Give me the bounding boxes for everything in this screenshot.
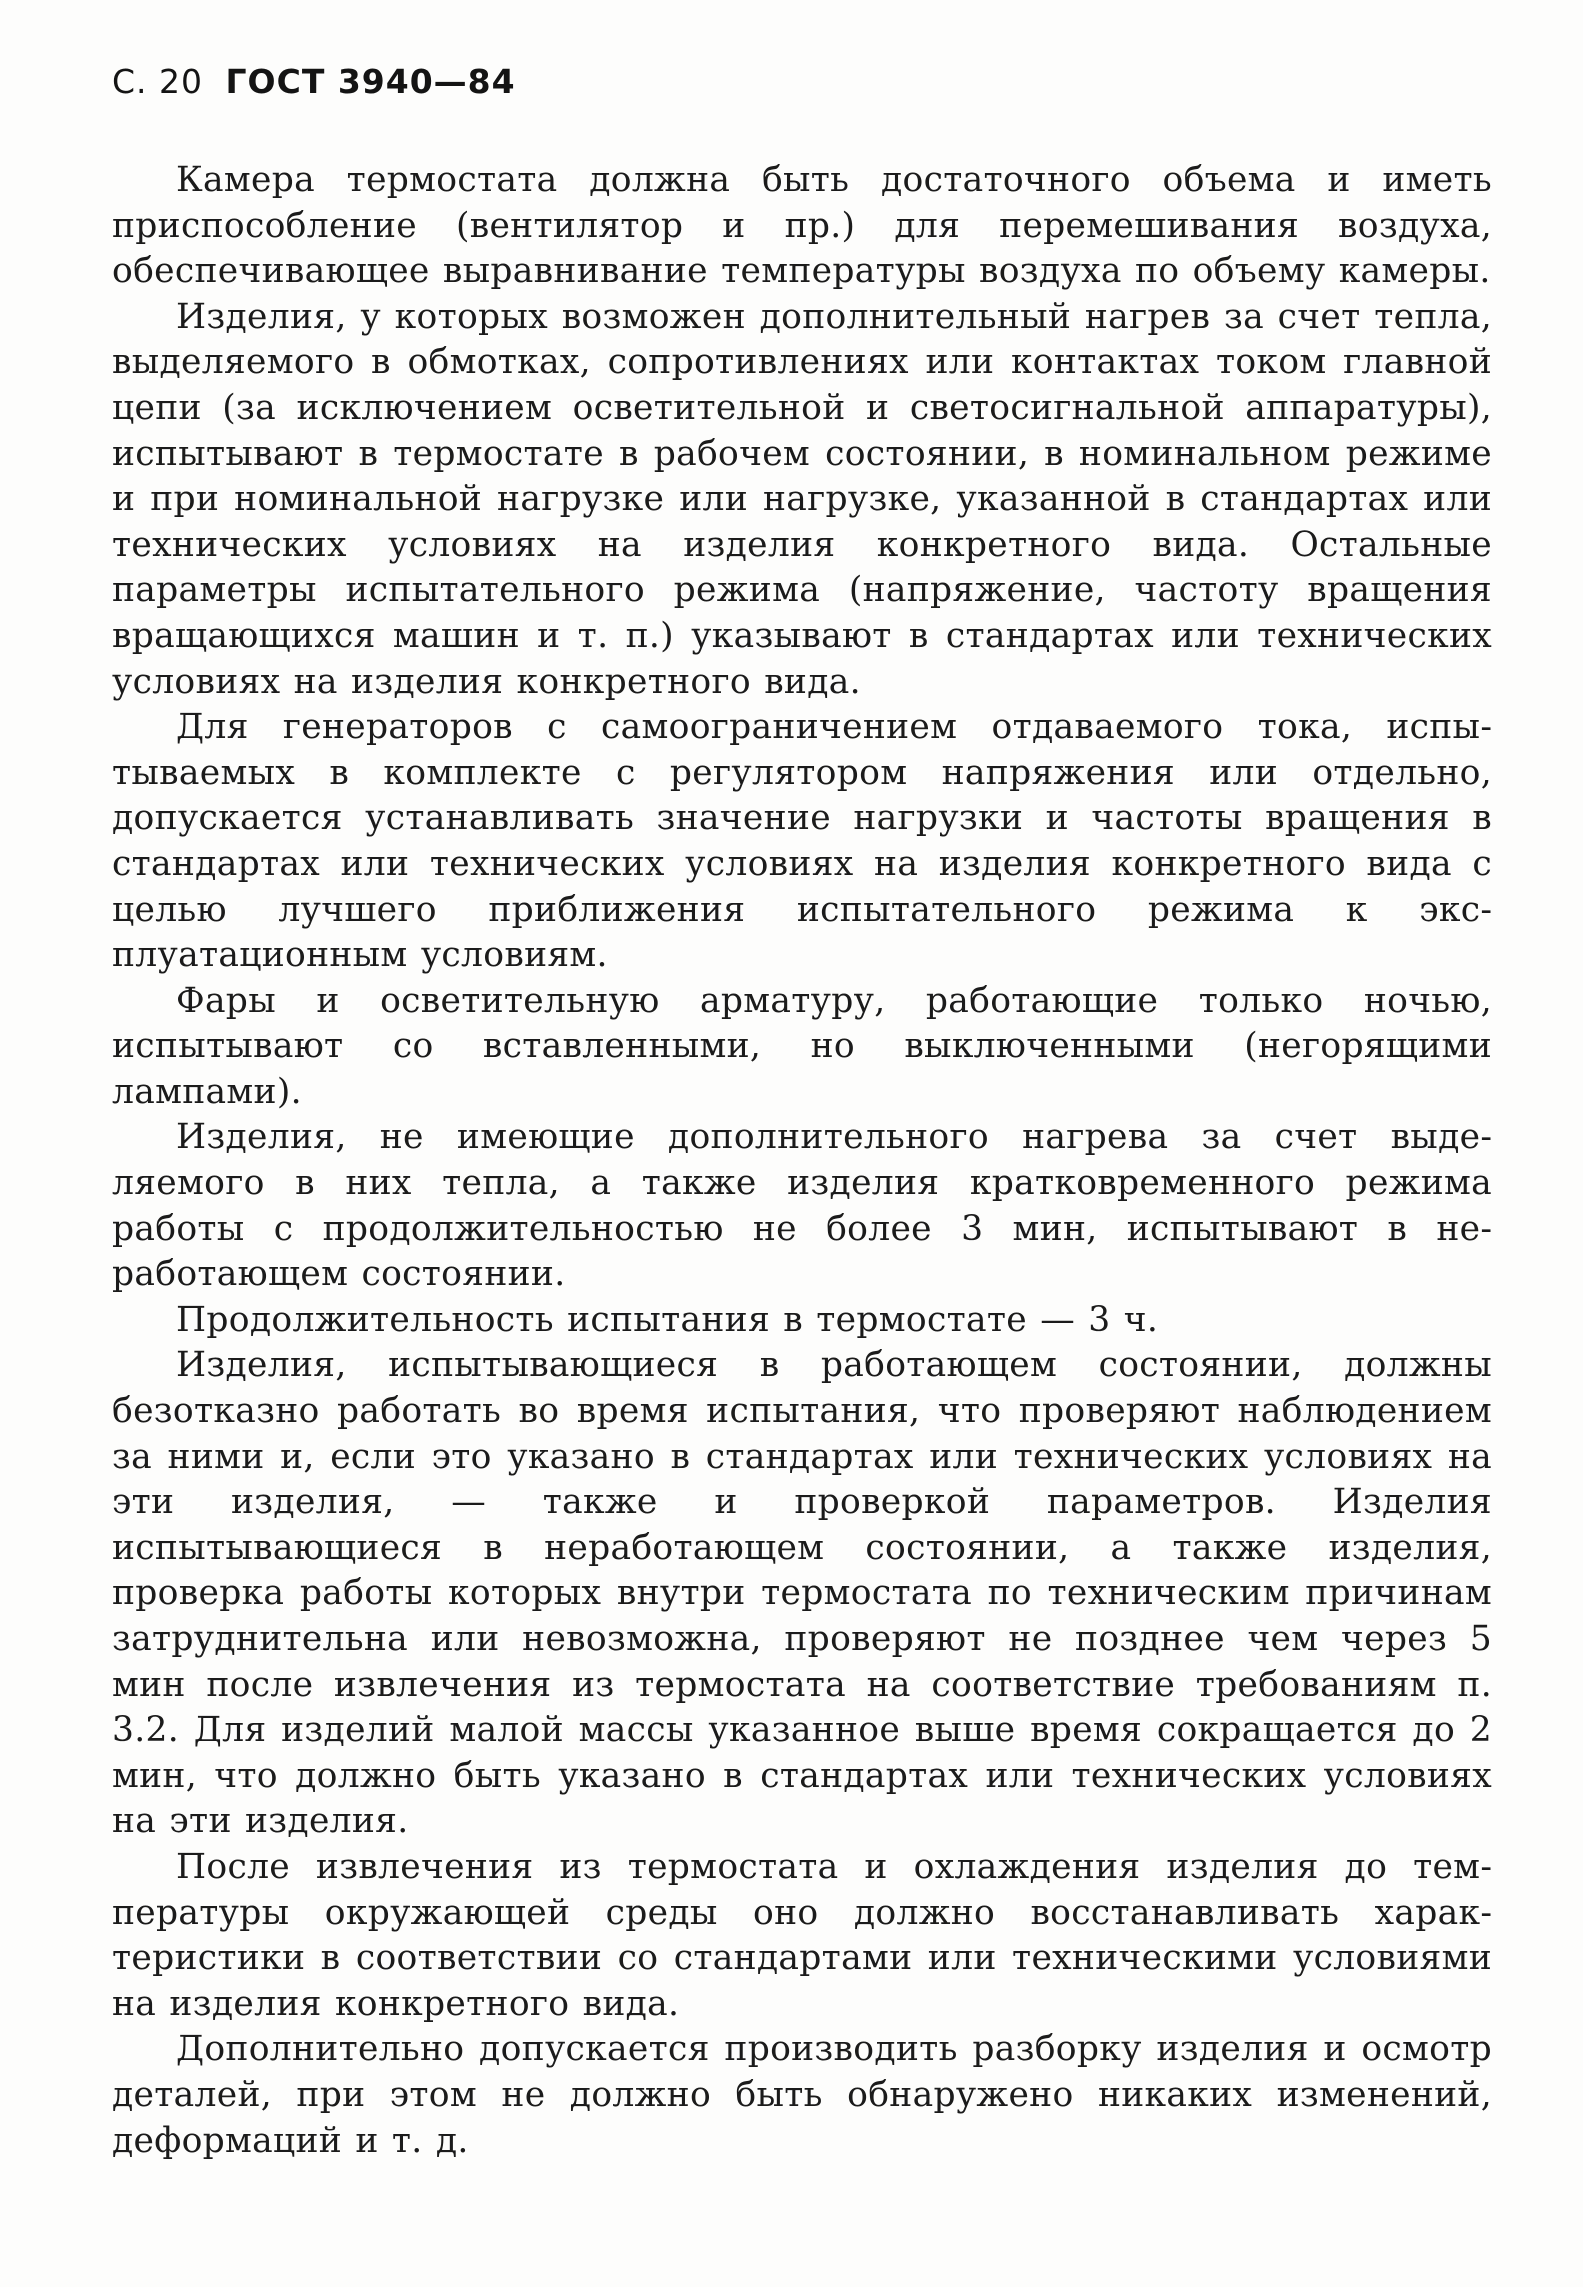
paragraph-thermostat-chamber: Камера термостата должна быть достаточного объема и иметь приспособление (вентилятор и пр.) для перемешивания воздуха, обеспечивающее выравнивание температуры воздуха по объему камеры. <box>112 160 1492 292</box>
paragraph-test-duration: Продолжительность испытания в термостате — 3 ч. <box>176 1299 1159 1340</box>
paragraph-disassembly: Дополнительно допускается производить разборку изделия и осмотр деталей, при этом не должно быть обнаружено никаких изменений, деформаций и т. д. <box>112 2029 1492 2161</box>
page-header <box>112 62 516 101</box>
paragraph-after-extraction: После извлечения из термостата и охлаждения изделия до температуры окружающей среды оно должно восстанавливать характеристики в соответствии со стандартами или техническими условиями на изделия конкретного вида. <box>112 1846 1492 2024</box>
standard-title: ГОСТ 3940—84 <box>225 62 516 101</box>
paragraph-no-heating: Изделия, не имеющие дополнительного нагрева за счет выделяемого в них тепла, а также изделия кратковременного режима работы с продолжительностью не более 3 мин, испытывают в неработающем состоянии. <box>112 1117 1492 1295</box>
body-text <box>112 158 1492 2164</box>
paragraph-additional-heating: Изделия, у которых возможен дополнительный нагрев за счет тепла, выделяемого в обмотках, сопротивлениях или контактах током главной цепи (за исключением осветительной и светосигнальной аппаратуры), испытывают в термостате в рабочем состоянии, в номинальном режиме и при номинальной нагрузке или нагрузке, указанной в стандартах или технических условиях на изделия конкретного вида. Остальные параметры испытательного режима (напряжение, частоту вращения вращающихся машин и т. п.) указывают в стандартах или технических условиях на изделия конкретного вида. <box>112 296 1492 702</box>
page-number: С. 20 <box>112 62 204 101</box>
paragraph-headlights: Фары и осветительную арматуру, работающие только ночью, испытывают со вставленными, но выключенными (негорящими лампами). <box>112 980 1492 1112</box>
paragraph-generators: Для генераторов с самоограничением отдаваемого тока, испытываемых в комплекте с регулятором напряжения или отдельно, допускается устанавливать значение нагрузки и частоты вращения в стандартах или технических условиях на изделия конкретного вида с целью лучшего приближения испытательного режима к эксплуатационным условиям. <box>112 707 1492 976</box>
paragraph-working-state: Изделия, испытывающиеся в работающем состоянии, должны безотказно работать во время испытания, что проверяют наблюдением за ними и, если это указано в стандартах или технических условиях на эти изделия, — также и проверкой параметров. Изделия испытывающиеся в неработающем состоянии, а также изделия, проверка работы которых внутри термостата по техническим причинам затруднительна или невозможна, проверяют не позднее чем через 5 мин после извлечения из термостата на соответствие требованиям п. 3.2. Для изделий малой массы указанное выше время сокращается до 2 мин, что должно быть указано в стандартах или технических условиях на эти изделия. <box>112 1345 1492 1842</box>
